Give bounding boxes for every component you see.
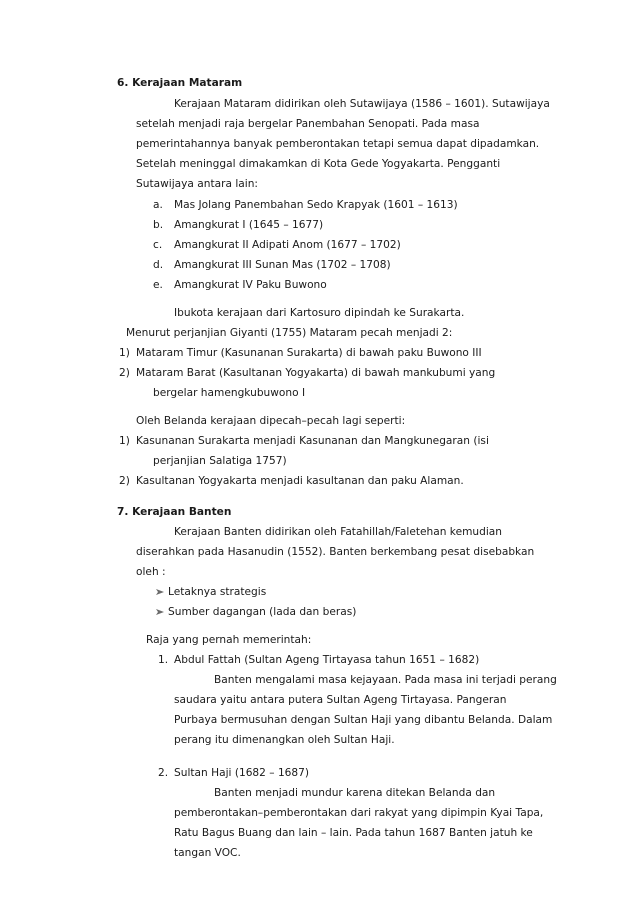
paragraph-line: perang itu dimenangkan oleh Sultan Haji. — [174, 734, 395, 746]
list-marker: b. — [153, 219, 164, 231]
list-item: Amangkurat II Adipati Anom (1677 – 1702) — [174, 239, 401, 251]
paragraph-line: setelah menjadi raja bergelar Panembahan Senopati. Pada masa — [136, 118, 480, 130]
list-item-continuation: bergelar hamengkubuwono I — [153, 387, 306, 399]
paragraph-line: saudara yaitu antara putera Sultan Ageng Tirtayasa. Pangeran — [174, 694, 507, 706]
list-item-continuation: perjanjian Salatiga 1757) — [153, 455, 287, 467]
paragraph-line: Banten menjadi mundur karena ditekan Belanda dan — [214, 787, 496, 799]
list-marker: 2) — [119, 475, 130, 487]
paragraph-line: Sutawijaya antara lain: — [136, 178, 258, 190]
list-item: Kasunanan Surakarta menjadi Kasunanan dan Mangkunegaran (isi — [136, 435, 489, 447]
paragraph-line: diserahkan pada Hasanudin (1552). Banten berkembang pesat disebabkan — [136, 546, 535, 558]
paragraph-line: Menurut perjanjian Giyanti (1755) Mataram pecah menjadi 2: — [126, 327, 453, 339]
arrow-bullet-icon — [156, 588, 164, 596]
list-marker: e. — [153, 279, 163, 291]
list-item: Sumber dagangan (lada dan beras) — [168, 606, 357, 618]
paragraph-line: Raja yang pernah memerintah: — [146, 634, 312, 646]
paragraph-line: tangan VOC. — [174, 847, 241, 859]
paragraph-line: oleh : — [136, 566, 166, 578]
list-item: Amangkurat III Sunan Mas (1702 – 1708) — [174, 259, 391, 271]
paragraph-line: Ibukota kerajaan dari Kartosuro dipindah ke Surakarta. — [174, 307, 465, 319]
paragraph-line: pemerintahannya banyak pemberontakan tetapi semua dapat dipadamkan. — [136, 138, 540, 150]
section-heading-mataram: 6. Kerajaan Mataram — [117, 77, 243, 89]
paragraph-line: pemberontakan–pemberontakan dari rakyat yang dipimpin Kyai Tapa, — [174, 807, 544, 819]
list-marker: c. — [153, 239, 163, 251]
list-item: Sultan Haji (1682 – 1687) — [174, 767, 310, 779]
list-marker: a. — [153, 199, 163, 211]
list-marker: 1) — [119, 347, 130, 359]
list-item: Abdul Fattah (Sultan Ageng Tirtayasa tahun 1651 – 1682) — [174, 654, 480, 666]
list-item: Amangkurat IV Paku Buwono — [174, 279, 327, 291]
list-item: Mataram Barat (Kasultanan Yogyakarta) di bawah mankubumi yang — [136, 367, 496, 379]
paragraph-line: Ratu Bagus Buang dan lain – lain. Pada tahun 1687 Banten jatuh ke — [174, 827, 533, 839]
paragraph-line: Banten mengalami masa kejayaan. Pada masa ini terjadi perang — [214, 674, 557, 686]
paragraph-line: Kerajaan Banten didirikan oleh Fatahillah/Faletehan kemudian — [174, 526, 502, 538]
arrow-bullet-icon — [156, 608, 164, 616]
paragraph-line: Setelah meninggal dimakamkan di Kota Gede Yogyakarta. Pengganti — [136, 158, 501, 170]
paragraph-line: Kerajaan Mataram didirikan oleh Sutawijaya (1586 – 1601). Sutawijaya — [174, 98, 550, 110]
list-item: Kasultanan Yogyakarta menjadi kasultanan dan paku Alaman. — [136, 475, 464, 487]
list-marker: 1. — [158, 654, 169, 666]
list-marker: 2) — [119, 367, 130, 379]
list-marker: d. — [153, 259, 164, 271]
paragraph-line: Purbaya bermusuhan dengan Sultan Haji yang dibantu Belanda. Dalam — [174, 714, 553, 726]
paragraph-line: Oleh Belanda kerajaan dipecah–pecah lagi seperti: — [136, 415, 406, 427]
list-marker: 1) — [119, 435, 130, 447]
list-marker: 2. — [158, 767, 169, 779]
list-item: Mas Jolang Panembahan Sedo Krapyak (1601 – 1613) — [174, 199, 458, 211]
list-item: Letaknya strategis — [168, 586, 267, 598]
list-item: Amangkurat I (1645 – 1677) — [174, 219, 324, 231]
section-heading-banten: 7. Kerajaan Banten — [117, 506, 232, 518]
list-item: Mataram Timur (Kasunanan Surakarta) di bawah paku Buwono III — [136, 347, 482, 359]
